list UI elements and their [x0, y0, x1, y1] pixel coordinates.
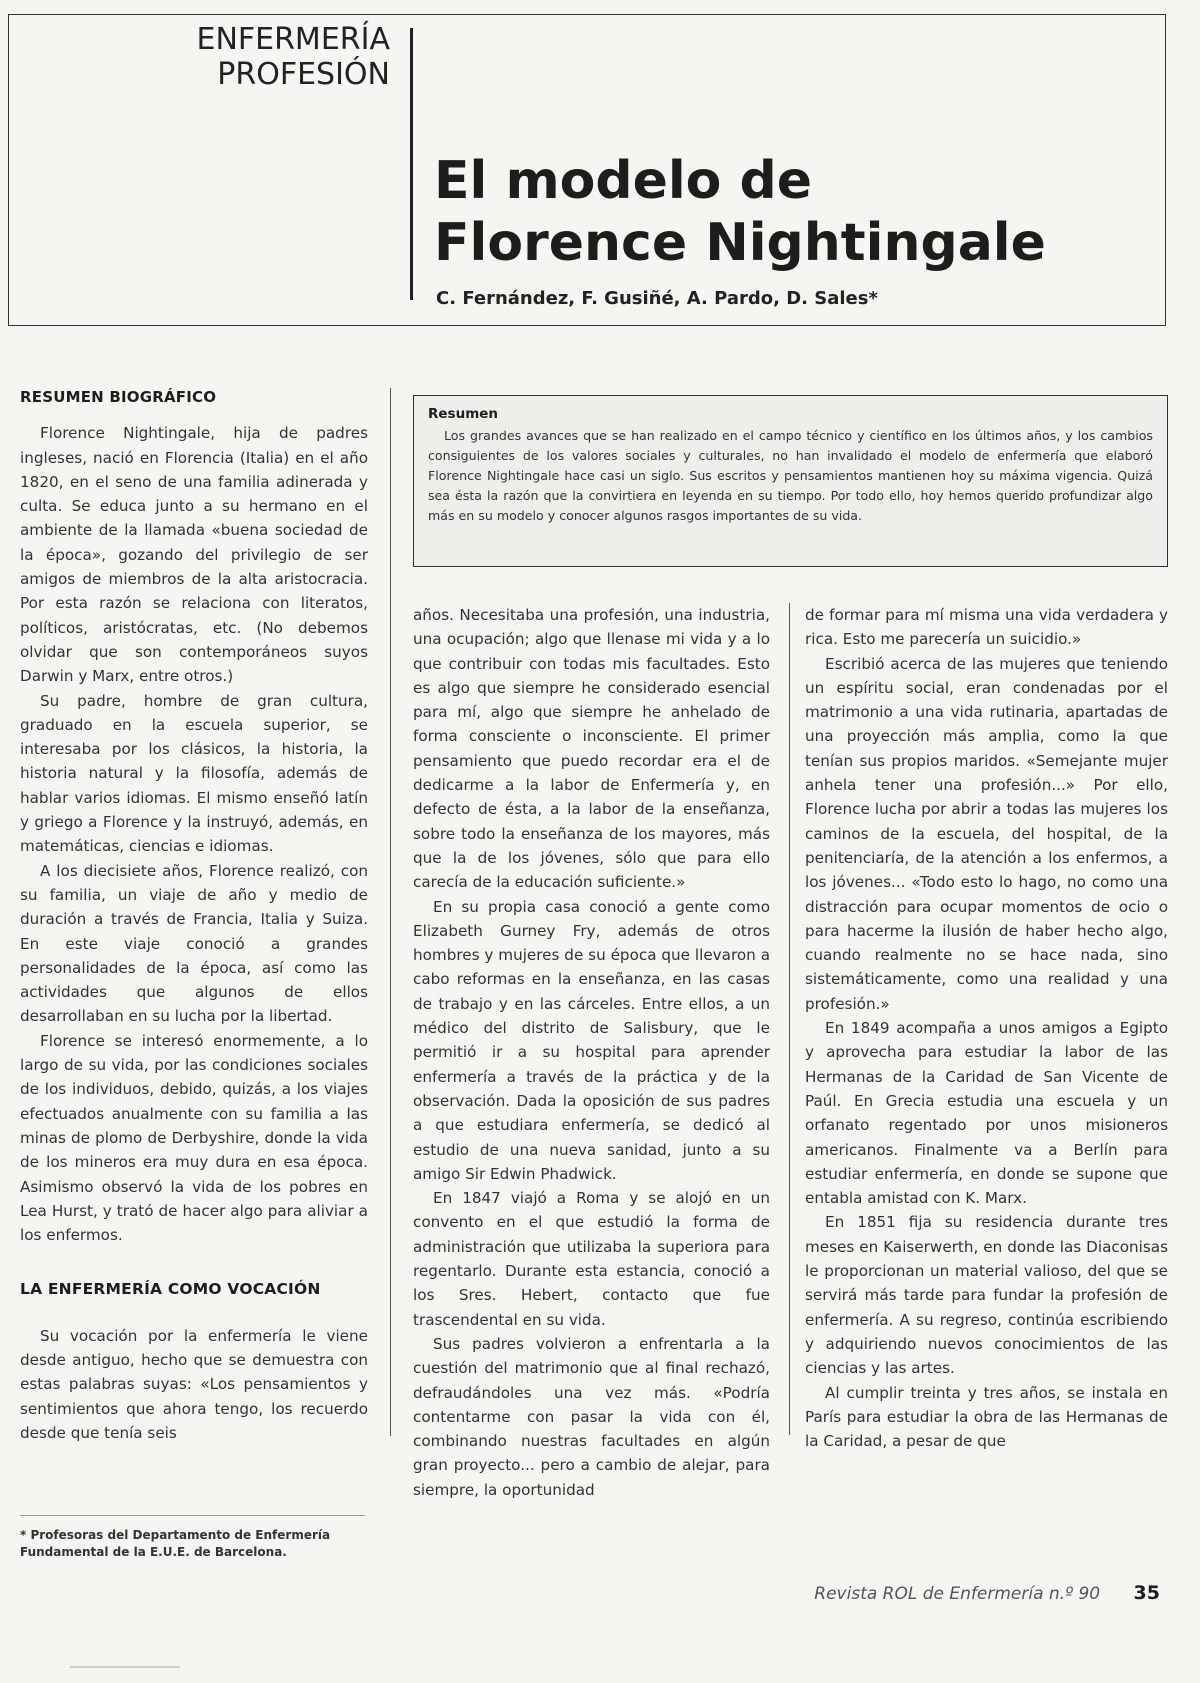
abstract-box: [413, 395, 1168, 567]
paragraph: Al cumplir treinta y tres años, se instala en París para estudiar la obra de las Hermanas de la Caridad, a pesar de que: [805, 1383, 1168, 1451]
footnote-rule: [20, 1515, 365, 1516]
footnote-line1: * Profesoras del Departamento de Enfermería: [20, 1528, 331, 1542]
page-footer: [760, 1582, 1160, 1604]
column-rule: [390, 388, 391, 1436]
journal-name: Revista ROL de Enfermería n.º 90: [814, 1584, 1101, 1604]
section-heading-vocation: LA ENFERMERÍA COMO VOCACIÓN: [20, 1280, 321, 1299]
article-authors: C. Fernández, F. Gusiñé, A. Pardo, D. Sales*: [436, 288, 878, 309]
paragraph: años. Necesitaba una profesión, una industria, una ocupación; algo que llenase mi vida y a lo que contribuir con todas mis facultades. Esto es algo que siempre he considerado esencial para mí, algo que siempre he anhelado de forma consciente o inconsciente. El primer pensamiento que puedo recordar era el de dedicarme a la labor de Enfermería y, en defecto de ésta, a la labor de la enseñanza, sobre todo la enseñanza de los mayores, más que la de los jóvenes, sólo que para ello carecía de la educación suficiente.»: [413, 606, 770, 892]
article-title-line1: El modelo de: [434, 151, 812, 211]
column-2: [413, 603, 770, 1502]
header-vertical-rule: [410, 28, 413, 300]
paragraph: En 1849 acompaña a unos amigos a Egipto y aprovecha para estudiar la labor de las Hermanas de la Caridad de San Vicente de Paúl. En Grecia estudia una escuela y un orfanato regentado por unos misioneros americanos. Finalmente va a Berlín para estudiar enfermería, en donde se supone que entabla amistad con K. Marx.: [805, 1019, 1168, 1208]
footnote-line2: Fundamental de la E.U.E. de Barcelona.: [20, 1545, 287, 1559]
paragraph: En 1847 viajó a Roma y se alojó en un convento en el que estudió la forma de administración que utilizaba la superiora para regentarlo. Durante esta estancia, conoció a los Sres. Hebert, contacto que fue trascendental en su vida.: [413, 1189, 770, 1329]
paragraph: A los diecisiete años, Florence realizó, con su familia, un viaje de año y medio de duración a través de Francia, Italia y Suiza. En este viaje conoció a grandes personalidades de la época, así como las actividades que algunos de ellos desarrollaban en su lucha por la libertad.: [20, 861, 368, 1026]
column-3: [805, 603, 1168, 1453]
paragraph: Escribió acerca de las mujeres que teniendo un espíritu social, eran condenadas por el matrimonio a una vida rutinaria, apartadas de una proyección más amplia, como la que tenían sus propios maridos. «Semejante mujer anhela tener una profesión...» Por ello, Florence lucha por abrir a todas las mujeres los caminos de la escuela, del hospital, de la penitenciaría, de la atención a los enfermos, a los jóvenes... «Todo esto lo hago, no como una distracción para ocupar momentos de ocio o para hacerme la ilusión de haber hecho algo, cuando realmente no se hace nada, sino sistemáticamente, como una realidad y una profesión.»: [805, 654, 1168, 1013]
abstract-heading: Resumen: [428, 406, 499, 422]
article-title-line2: Florence Nightingale: [434, 213, 1046, 273]
paragraph: Florence se interesó enormemente, a lo largo de su vida, por las condiciones sociales de los individuos, debido, quizás, a los viajes efectuados anualmente con su familia a las minas de plomo de Derbyshire, donde la vida de los mineros era muy dura en esa época. Asimismo observó la vida de los pobres en Lea Hurst, y trató de hacer algo para aliviar a los enfermos.: [20, 1031, 368, 1245]
scan-mark: [70, 1666, 180, 1668]
paragraph: En su propia casa conoció a gente como Elizabeth Gurney Fry, además de otros hombres y mujeres de su época que llevaron a cabo reformas en la enseñanza, en las casas de trabajo y en las cárceles. Entre ellos, a un médico del distrito de Salisbury, que le permitió ir a su hospital para aprender enfermería a través de la práctica y de la observación. Dada la oposición de sus padres a que estudiara enfermería, se dedicó al estudio de una nueva sanidad, junto a su amigo Sir Edwin Phadwick.: [413, 897, 770, 1183]
paragraph: En 1851 fija su residencia durante tres meses en Kaiserwerth, en donde las Diaconisas le proporcionan un material valioso, del que se servirá más tarde para fundar la profesión de enfermería. A su regreso, continúa escribiendo y adquiriendo nuevos conocimientos de las ciencias y las artes.: [805, 1213, 1168, 1378]
paragraph: de formar para mí misma una vida verdadera y rica. Esto me parecería un suicidio.»: [805, 606, 1168, 649]
footnote: [20, 1527, 380, 1561]
paragraph: Sus padres volvieron a enfrentarla a la cuestión del matrimonio que al final rechazó, defraudándoles una vez más. «Podría contentarme con pasar la vida con él, combinando nuestras facultades en algún gran proyecto... pero a cambio de alejar, para siempre, la oportunidad: [413, 1334, 770, 1499]
column-rule: [789, 603, 790, 1435]
article-title: [434, 150, 1046, 274]
paragraph: Su padre, hombre de gran cultura, graduado en la escuela superior, se interesaba por los clásicos, la historia, la historia natural y la filosofía, además de hablar varios idiomas. El mismo enseñó latín y griego a Florence y la instruyó, además, en matemáticas, ciencias e idiomas.: [20, 691, 368, 856]
page-number: 35: [1133, 1582, 1160, 1604]
section-heading-biography: RESUMEN BIOGRÁFICO: [20, 388, 217, 406]
section-label: [0, 22, 390, 92]
section-label-line2: PROFESIÓN: [217, 57, 390, 92]
paragraph: Florence Nightingale, hija de padres ingleses, nació en Florencia (Italia) en el año 1820, en el seno de una familia adinerada y culta. Se educa junto a su hermano en el ambiente de la llamada «buena sociedad de la época», gozando del privilegio de ser amigos de miembros de la alta aristocracia. Por esta razón se relaciona con literatos, políticos, aristócratas, etc. (No debemos olvidar que son contemporáneos suyos Darwin y Marx, entre otros.): [20, 424, 368, 686]
section-label-line1: ENFERMERÍA: [196, 22, 390, 57]
paragraph: Su vocación por la enfermería le viene desde antiguo, hecho que se demuestra con estas palabras suyas: «Los pensamientos y sentimientos que ahora tengo, los recuerdo desde que tenía seis: [20, 1326, 368, 1442]
abstract-text: Los grandes avances que se han realizado en el campo técnico y científico en los últimos años, y los cambios consiguientes de los valores sociales y culturales, no han invalidado el modelo de enfermería que elaboró Florence Nightingale hace casi un siglo. Sus escritos y pensamientos mantienen hoy su máxima vigencia. Quizá sea ésta la razón que la convirtiera en leyenda en su tiempo. Por todo ello, hoy hemos querido profundizar algo más en su modelo y conocer algunos rasgos importantes de su vida.: [428, 428, 1153, 523]
column-1: [20, 385, 368, 1445]
